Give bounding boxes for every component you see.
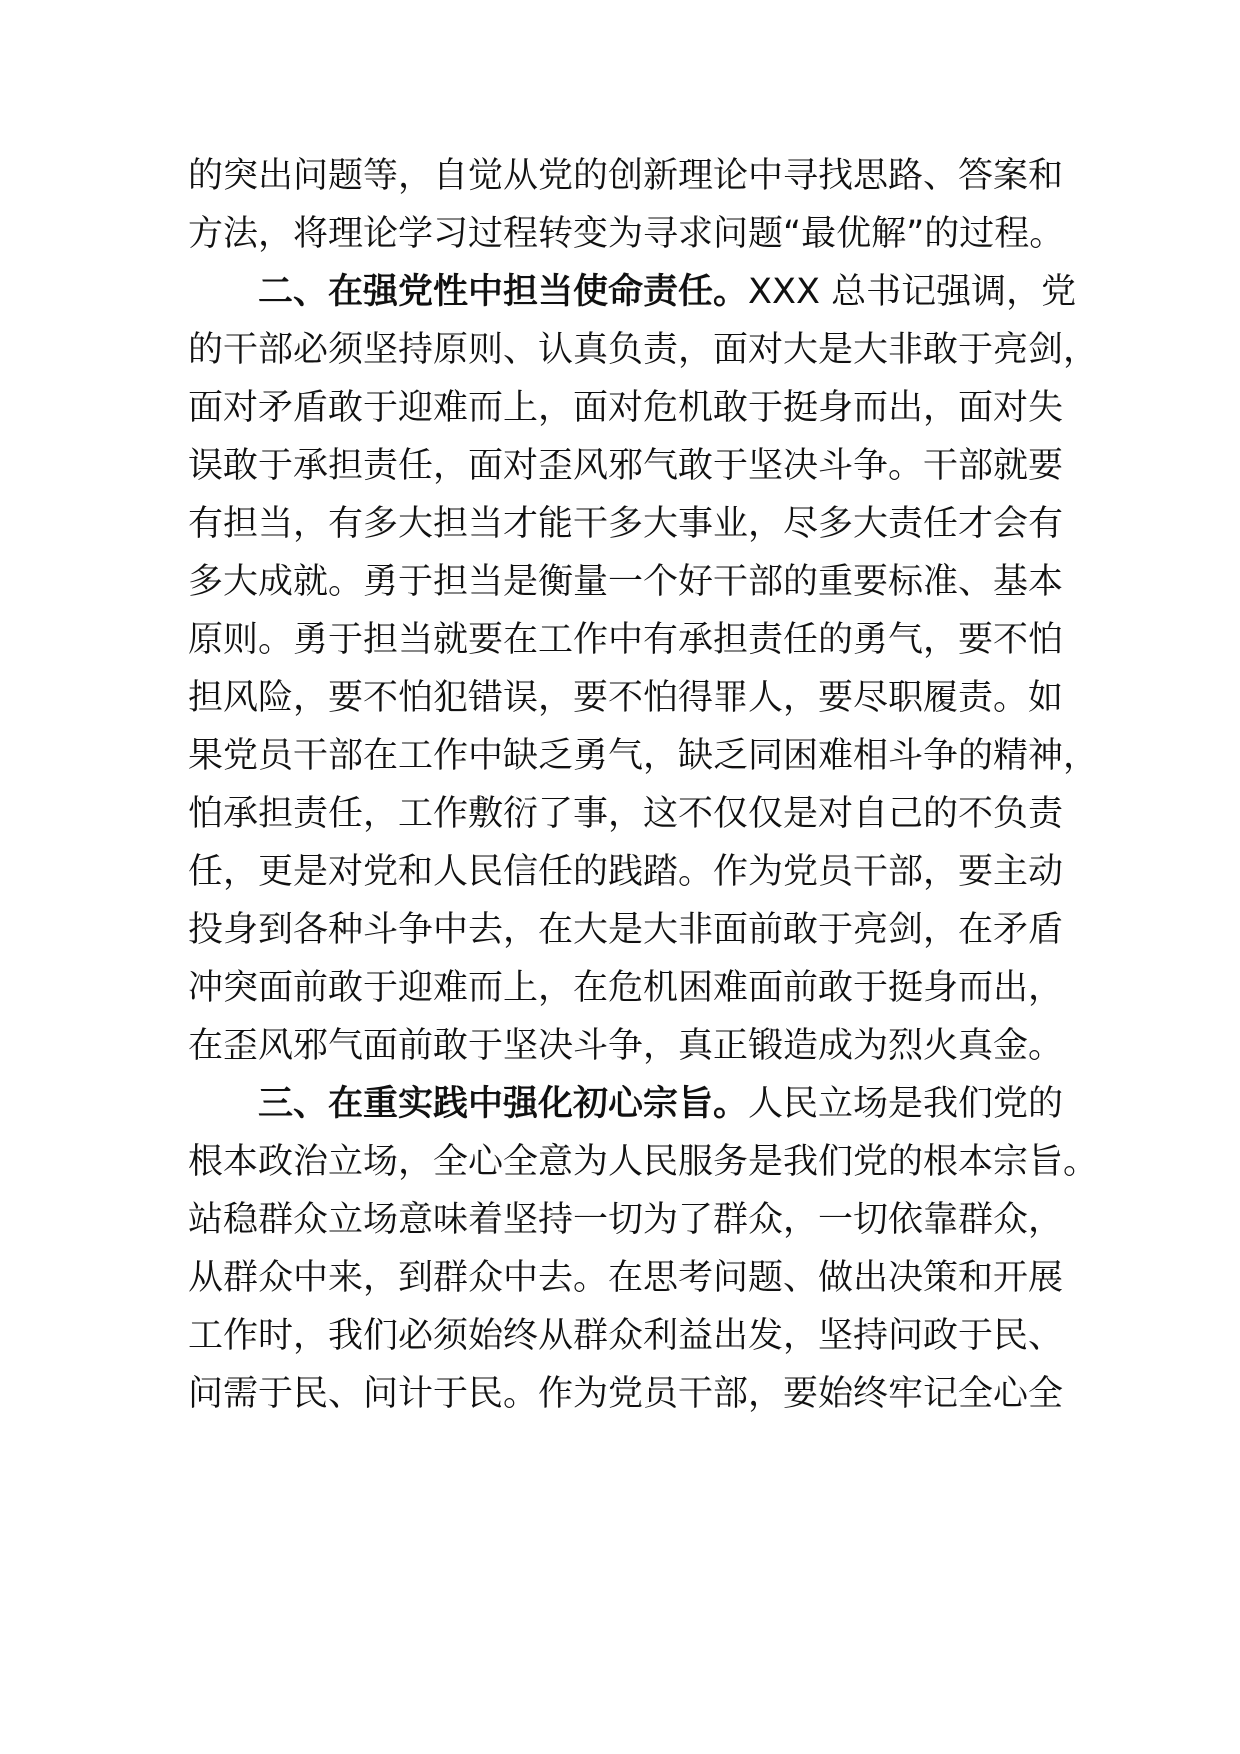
text-line <box>188 898 1068 962</box>
text-line <box>188 144 1068 208</box>
line-text: 误敢于承担责任，面对歪风邪气敢于坚决斗争。干部就要 <box>188 446 1064 486</box>
line-text: 方法，将理论学习过程转变为寻求问题“最优解”的过程。 <box>188 214 1065 254</box>
section-heading-line <box>258 260 1077 324</box>
text-line <box>188 1362 1068 1426</box>
line-text: 根本政治立场，全心全意为人民服务是我们党的根本宗旨。 <box>188 1142 1099 1182</box>
text-line <box>188 782 1068 846</box>
section-heading-line <box>258 1072 1068 1136</box>
line-text: 担风险，要不怕犯错误，要不怕得罪人，要尽职履责。如 <box>188 678 1064 718</box>
text-line <box>188 1188 1068 1252</box>
text-line <box>188 1014 1068 1078</box>
line-text: 任，更是对党和人民信任的践踏。作为党员干部，要主动 <box>188 852 1064 892</box>
line-text: 投身到各种斗争中去，在大是大非面前敢于亮剑，在矛盾 <box>188 910 1064 950</box>
text-line <box>188 492 1068 556</box>
text-line <box>188 724 1099 788</box>
line-text: 在歪风邪气面前敢于坚决斗争，真正锻造成为烈火真金。 <box>188 1026 1064 1066</box>
text-line <box>188 1304 1068 1368</box>
text-line <box>188 318 1099 382</box>
line-text: 冲突面前敢于迎难而上，在危机困难面前敢于挺身而出， <box>188 968 1064 1008</box>
text-line <box>188 1130 1099 1194</box>
text-line <box>188 202 1068 266</box>
line-text: 的突出问题等，自觉从党的创新理论中寻找思路、答案和 <box>188 156 1064 196</box>
line-text: 怕承担责任，工作敷衍了事，这不仅仅是对自己的不负责 <box>188 794 1064 834</box>
text-line <box>188 956 1068 1020</box>
line-text: 有担当，有多大担当才能干多大事业，尽多大责任才会有 <box>188 504 1064 544</box>
line-text: 问需于民、问计于民。作为党员干部，要始终牢记全心全 <box>188 1374 1064 1414</box>
line-text: 工作时，我们必须始终从群众利益出发，坚持问政于民、 <box>188 1316 1064 1356</box>
line-text: 人民立场是我们党的 <box>748 1084 1064 1124</box>
text-line <box>188 666 1068 730</box>
text-line <box>188 434 1068 498</box>
section-heading: 三、在重实践中强化初心宗旨。 <box>258 1084 749 1124</box>
line-text: 面对矛盾敢于迎难而上，面对危机敢于挺身而出，面对失 <box>188 388 1064 428</box>
line-text: 果党员干部在工作中缺乏勇气，缺乏同困难相斗争的精神， <box>188 736 1099 776</box>
line-text: 原则。勇于担当就要在工作中有承担责任的勇气，要不怕 <box>188 620 1064 660</box>
line-text: 的干部必须坚持原则、认真负责，面对大是大非敢于亮剑， <box>188 330 1099 370</box>
line-text: 站稳群众立场意味着坚持一切为了群众，一切依靠群众， <box>188 1200 1064 1240</box>
section-heading: 二、在强党性中担当使命责任。 <box>258 272 749 312</box>
text-line <box>188 376 1068 440</box>
text-line <box>188 550 1068 614</box>
text-line <box>188 840 1068 904</box>
text-line <box>188 608 1068 672</box>
line-text: XXX 总书记强调，党 <box>748 272 1077 312</box>
text-line <box>188 1246 1068 1310</box>
line-text: 多大成就。勇于担当是衡量一个好干部的重要标准、基本 <box>188 562 1064 602</box>
line-text: 从群众中来，到群众中去。在思考问题、做出决策和开展 <box>188 1258 1064 1298</box>
